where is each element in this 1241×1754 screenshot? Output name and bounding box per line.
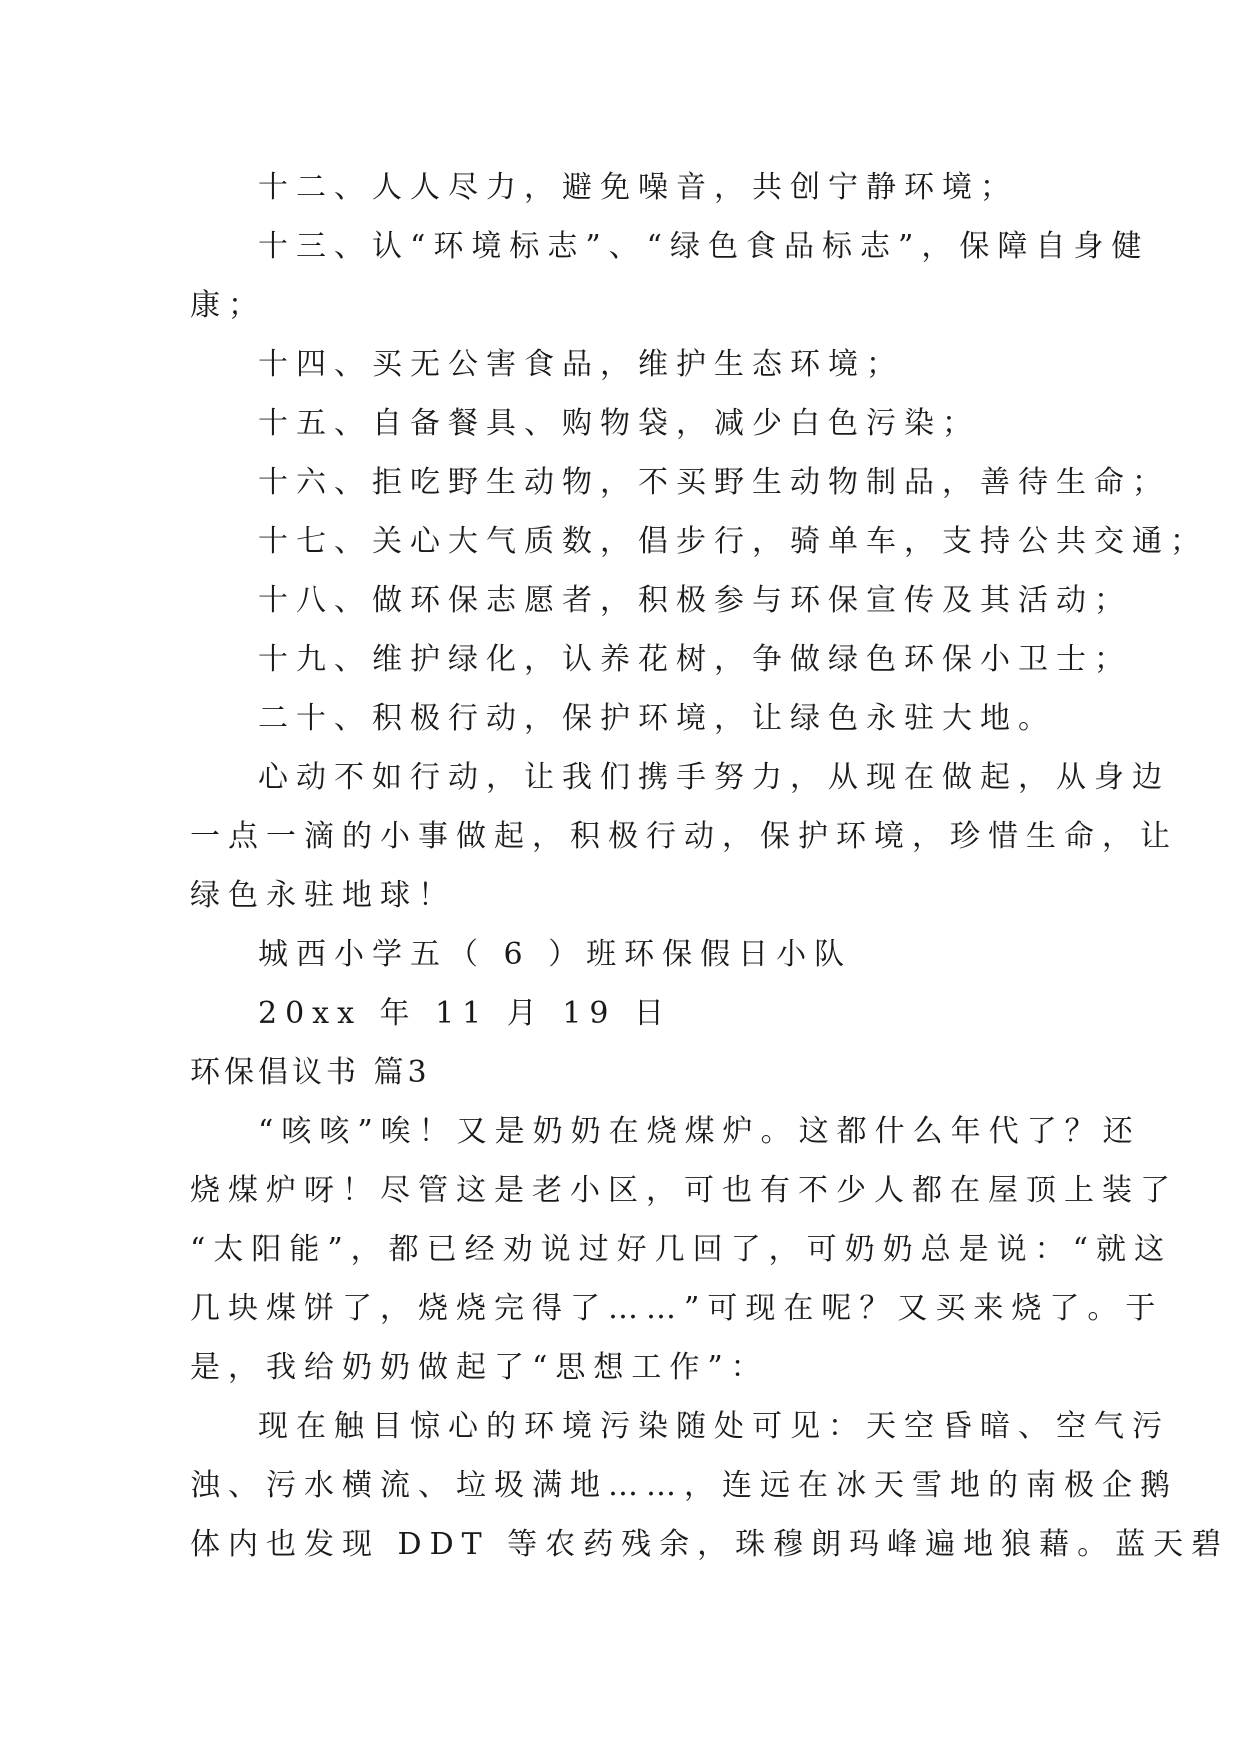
closing-line-3: 绿色永驻地球！ — [190, 878, 456, 913]
proposal-item-20: 二十、积极行动，保护环境，让绿色永驻大地。 — [258, 701, 1056, 736]
story-paragraph-2-line-1: 现在触目惊心的环境污染随处可见：天空昏暗、空气污 — [258, 1409, 1170, 1444]
proposal-item-13-line-2: 康； — [190, 288, 266, 323]
proposal-item-14: 十四、买无公害食品，维护生态环境； — [258, 347, 904, 382]
story-paragraph-2-line-2: 浊、污水横流、垃圾满地……，连远在冰天雪地的南极企鹅 — [190, 1468, 1178, 1503]
proposal-item-19: 十九、维护绿化，认养花树，争做绿色环保小卫士； — [258, 642, 1132, 677]
document-body — [190, 158, 1230, 1574]
proposal-item-13-line-1: 十三、认“环境标志”、“绿色食品标志”，保障自身健 — [258, 229, 1150, 264]
story-paragraph-2-line-3: 体内也发现 DDT 等农药残余，珠穆朗玛峰遍地狼藉。蓝天碧 — [190, 1527, 1230, 1562]
story-paragraph-1-line-4: 几块煤饼了，烧烧完得了……”可现在呢？又买来烧了。于 — [190, 1291, 1164, 1326]
story-paragraph-1-line-2: 烧煤炉呀！尽管这是老小区，可也有不少人都在屋顶上装了 — [190, 1173, 1178, 1208]
section-heading: 环保倡议书 篇3 — [190, 1055, 431, 1090]
proposal-item-16: 十六、拒吃野生动物，不买野生动物制品，善待生命； — [258, 465, 1170, 500]
closing-line-2: 一点一滴的小事做起，积极行动，保护环境，珍惜生命，让 — [190, 819, 1178, 854]
story-paragraph-1-line-5: 是，我给奶奶做起了“思想工作”： — [190, 1350, 769, 1385]
closing-line-1: 心动不如行动，让我们携手努力，从现在做起，从身边 — [258, 760, 1170, 795]
story-paragraph-1-line-3: “太阳能”，都已经劝说过好几回了，可奶奶总是说：“就这 — [190, 1232, 1173, 1267]
story-paragraph-1-line-1: “咳咳”唉！又是奶奶在烧煤炉。这都什么年代了？还 — [258, 1114, 1141, 1149]
proposal-item-18: 十八、做环保志愿者，积极参与环保宣传及其活动； — [258, 583, 1132, 618]
signature: 城西小学五（ 6 ）班环保假日小队 — [258, 937, 853, 972]
proposal-item-17: 十七、关心大气质数，倡步行，骑单车，支持公共交通； — [258, 524, 1208, 559]
proposal-item-15: 十五、自备餐具、购物袋，减少白色污染； — [258, 406, 980, 441]
proposal-item-12: 十二、人人尽力，避免噪音，共创宁静环境； — [258, 170, 1018, 205]
date: 20xx 年 11 月 19 日 — [258, 996, 673, 1031]
